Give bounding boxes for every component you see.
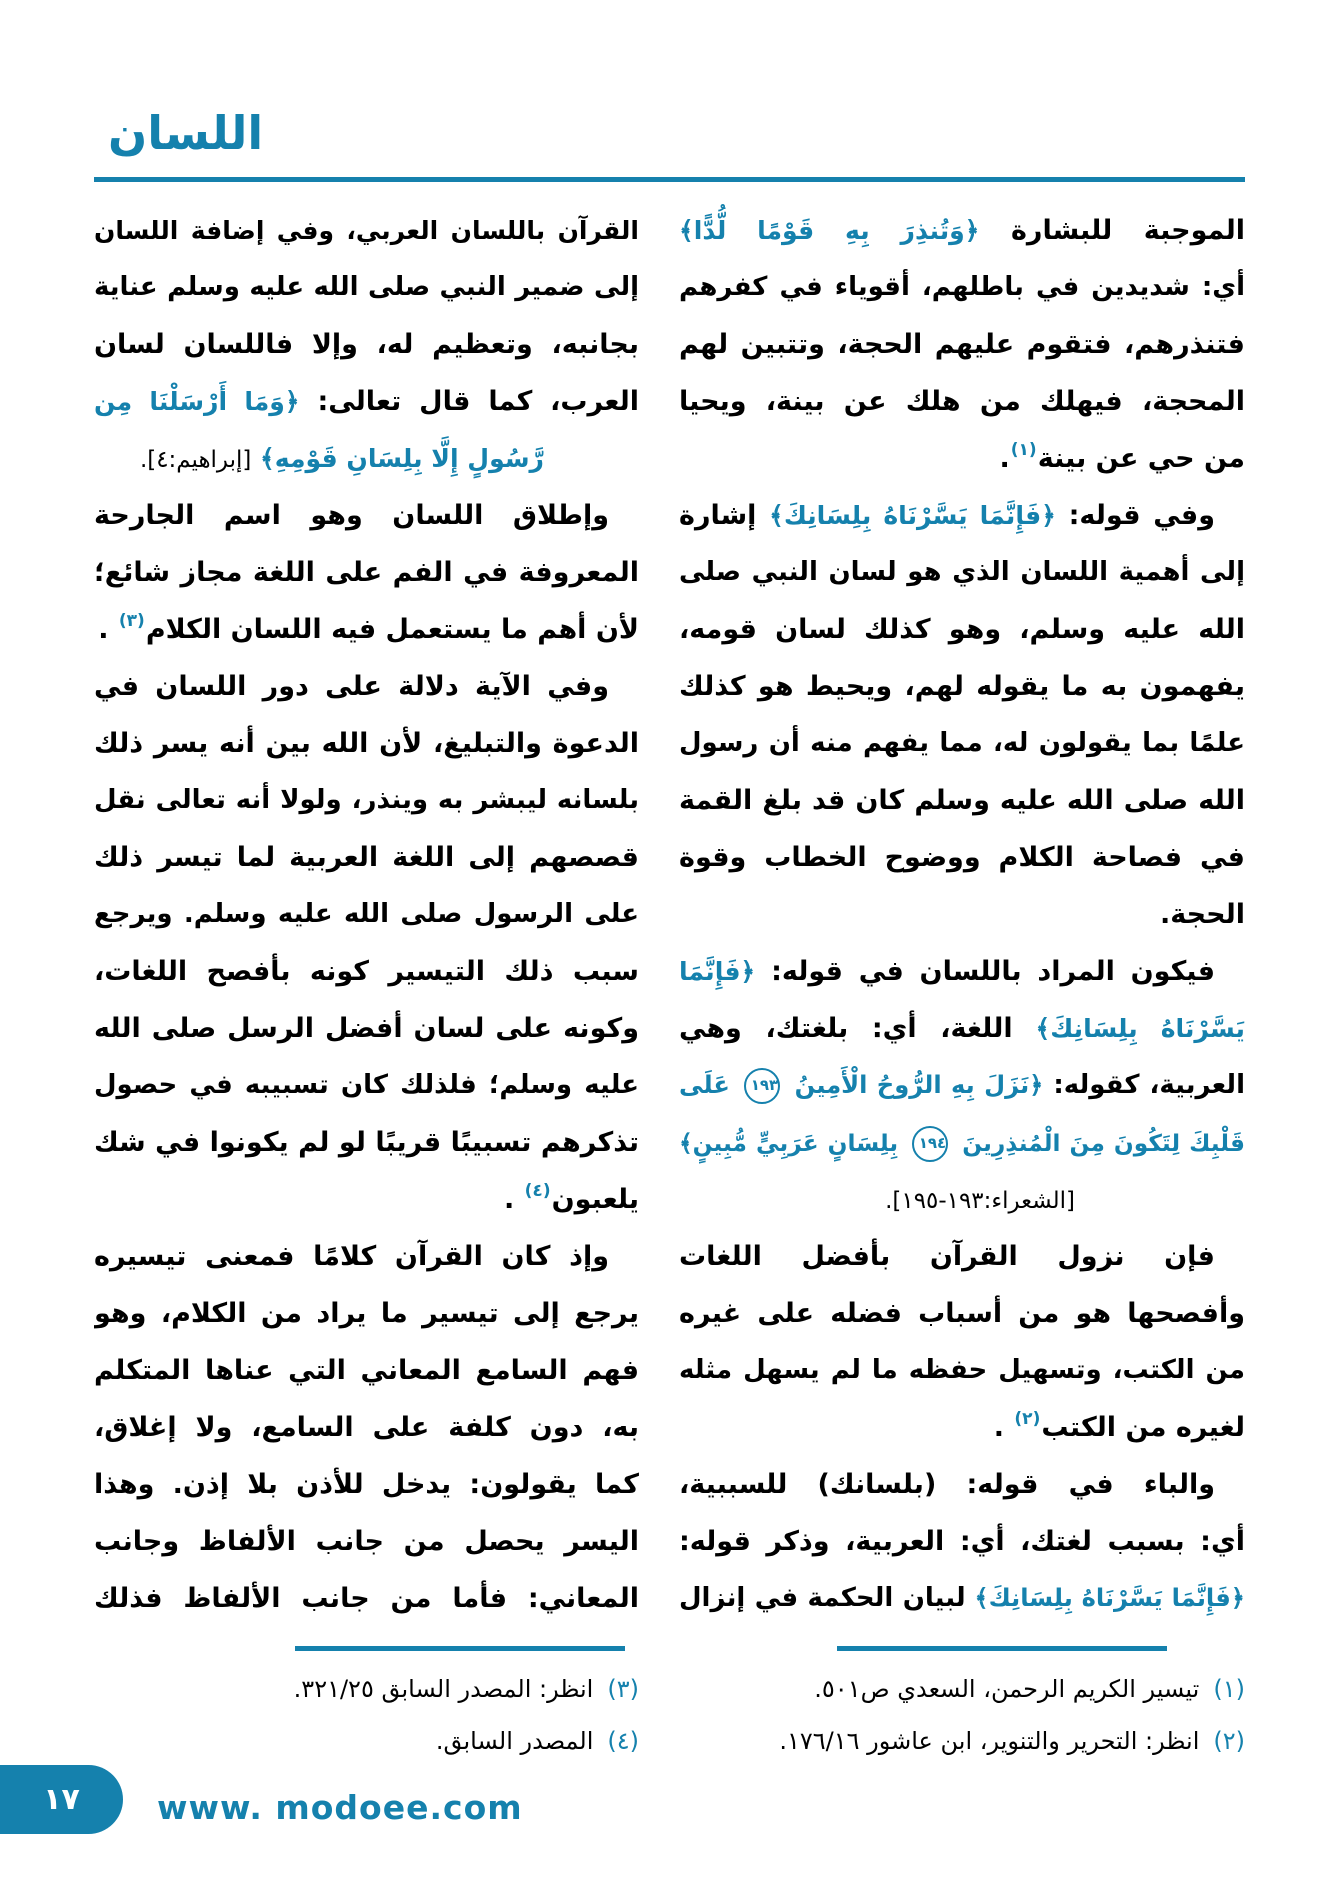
text-line xyxy=(94,1570,639,1627)
text-line xyxy=(679,259,1245,316)
text-line xyxy=(679,1285,1245,1342)
text-line xyxy=(679,1171,1245,1228)
body-text: الله صلى الله عليه وسلم كان قد بلغ القمة xyxy=(679,785,1245,816)
website-link[interactable]: www. modoee.com xyxy=(157,1788,523,1827)
text-line xyxy=(94,430,639,487)
footnote xyxy=(679,1663,1245,1715)
quran-verse: رَّسُولٍ إِلَّا بِلِسَانِ قَوْمِهِ﴾ xyxy=(251,444,544,473)
title-underline xyxy=(94,177,1245,182)
text-line xyxy=(679,1000,1245,1057)
body-text: فإن نزول القرآن بأفضل اللغات xyxy=(679,1241,1215,1272)
verse-source: [الشعراء:١٩٣-١٩٥]. xyxy=(885,1188,1075,1214)
quran-verse: ﴿وَمَا أَرْسَلْنَا مِن xyxy=(94,387,300,416)
footnote-ref: (١) xyxy=(1010,440,1037,460)
text-line xyxy=(94,487,639,544)
text-line xyxy=(679,373,1245,430)
body-text: من حي عن بينة xyxy=(1037,443,1245,474)
body-text: فيكون المراد باللسان في قوله: xyxy=(755,956,1215,987)
text-line xyxy=(94,1171,639,1228)
body-text: العربية، كقوله: xyxy=(1043,1070,1245,1100)
body-text: يلعبون xyxy=(551,1184,639,1215)
body-text: والباء في قوله: (بلسانك) للسببية، xyxy=(679,1469,1215,1500)
page-number-badge xyxy=(0,1765,123,1834)
body-text: إلى ضمير النبي صلى الله عليه وسلم عناية xyxy=(94,272,639,302)
quran-verse: ﴿وَتُنذِرَ بِهِ قَوْمًا لُّدًّا﴾ xyxy=(679,216,980,245)
text-line xyxy=(679,1456,1245,1513)
body-text: اللغة، أي: بلغتك، وهي xyxy=(679,1013,1013,1044)
text-line xyxy=(679,1228,1245,1285)
text-line xyxy=(94,1114,639,1171)
body-text: يرجع إلى تيسير ما يراد من الكلام، وهو xyxy=(94,1298,639,1329)
text-line xyxy=(679,829,1245,886)
body-text: وكونه على لسان أفضل الرسل صلى الله xyxy=(94,1013,639,1044)
body-text: وإطلاق اللسان وهو اسم الجارحة xyxy=(94,500,609,531)
body-text: المعروفة في الفم على اللغة مجاز شائع؛ xyxy=(94,557,639,588)
body-text: تذكرهم تسبيبًا قريبًا لو لم يكونوا في شك xyxy=(94,1127,639,1158)
quran-verse: ﴿فَإِنَّمَا يَسَّرْنَاهُ بِلِسَانِكَ﴾ xyxy=(965,1584,1245,1612)
text-line xyxy=(94,1513,639,1570)
footnote xyxy=(94,1715,639,1767)
body-text: الله عليه وسلم، وهو كذلك لسان قومه، xyxy=(679,614,1245,645)
body-text: به، دون كلفة على السامع، ولا إغلاق، xyxy=(94,1412,639,1443)
text-columns xyxy=(94,202,1245,1627)
body-text: لغيره من الكتب xyxy=(1041,1412,1245,1443)
body-text: العرب، كما قال تعالى: xyxy=(299,386,639,417)
footnote xyxy=(679,1715,1245,1767)
text-line xyxy=(679,943,1245,1000)
text-line xyxy=(94,1228,639,1285)
body-text: إشارة xyxy=(679,500,770,531)
body-text: الدعوة والتبليغ، لأن الله بين أنه يسر ذلك xyxy=(94,728,639,759)
body-text: في فصاحة الكلام ووضوح الخطاب وقوة xyxy=(679,842,1245,873)
footnote-text: تيسير الكريم الرحمن، السعدي ص٥٠١. xyxy=(814,1675,1200,1703)
body-text: لبيان الحكمة في إنزال xyxy=(679,1583,966,1613)
text-line xyxy=(679,1513,1245,1570)
body-text: القرآن باللسان العربي، وفي إضافة اللسان xyxy=(94,216,639,245)
body-text: وإذ كان القرآن كلامًا فمعنى تيسيره xyxy=(94,1241,609,1272)
footnote-number: (٤) xyxy=(607,1727,639,1755)
body-text: لأن أهم ما يستعمل فيه اللسان الكلام xyxy=(145,614,639,645)
body-text: المعاني: فأما من جانب الألفاظ فذلك xyxy=(94,1583,639,1614)
quran-verse: بِلِسَانٍ عَرَبِيٍّ مُّبِينٍ﴾ xyxy=(679,1130,908,1157)
text-line xyxy=(679,1057,1245,1114)
body-text: أي: شديدين في باطلهم، أقوياء في كفرهم xyxy=(679,272,1245,302)
text-line xyxy=(679,772,1245,829)
quran-verse: ﴿فَإِنَّمَا xyxy=(679,957,756,986)
footnote-separator xyxy=(295,1646,625,1651)
body-text: اليسر يحصل من جانب الألفاظ وجانب xyxy=(94,1526,639,1557)
quran-verse: عَلَى xyxy=(679,1071,740,1099)
footnote-ref: (٤) xyxy=(524,1181,551,1201)
footnote-ref: (٣) xyxy=(118,611,145,631)
footnote-text: انظر: التحرير والتنوير، ابن عاشور ١٧٦/١٦. xyxy=(779,1727,1200,1755)
body-text: . xyxy=(503,1184,524,1215)
footnote-number: (٢) xyxy=(1213,1727,1245,1755)
text-line xyxy=(94,1399,639,1456)
body-text: علمًا بما يقولون له، مما يفهم منه أن رسول xyxy=(679,728,1245,758)
footnote xyxy=(94,1663,639,1715)
body-text: . xyxy=(999,443,1010,474)
text-line xyxy=(679,1399,1245,1456)
footnote-number: (١) xyxy=(1213,1675,1245,1703)
ayah-number: ١٩٣ xyxy=(744,1068,780,1104)
body-text: الموجبة للبشارة xyxy=(979,215,1245,246)
text-line xyxy=(94,886,639,943)
body-text: فتنذرهم، فتقوم عليهم الحجة، وتتبين لهم xyxy=(679,329,1245,360)
body-text: الحجة. xyxy=(1160,899,1245,930)
footnote-text: المصدر السابق. xyxy=(435,1727,594,1755)
text-line xyxy=(679,601,1245,658)
body-text: سبب ذلك التيسير كونه بأفصح اللغات، xyxy=(94,956,639,987)
text-line xyxy=(94,1456,639,1513)
quran-verse: قَلْبِكَ لِتَكُونَ مِنَ الْمُنذِرِينَ xyxy=(953,1130,1245,1157)
footnotes-section xyxy=(94,1646,1245,1767)
body-text: من الكتب، وتسهيل حفظه ما لم يسهل مثله xyxy=(679,1355,1245,1385)
chapter-title: اللسان xyxy=(108,106,264,160)
text-line xyxy=(94,1342,639,1399)
footnotes-column-right xyxy=(679,1646,1245,1767)
text-line xyxy=(679,544,1245,601)
text-line xyxy=(679,202,1245,259)
footnote-number: (٣) xyxy=(607,1675,639,1703)
column-left xyxy=(94,202,639,1627)
ayah-number: ١٩٤ xyxy=(912,1126,948,1162)
text-line xyxy=(94,259,639,316)
text-line xyxy=(94,202,639,259)
text-line xyxy=(94,373,639,430)
text-line xyxy=(679,658,1245,715)
text-line xyxy=(679,715,1245,772)
page-number: ١٧ xyxy=(43,1782,80,1817)
body-text: عليه وسلم؛ فلذلك كان تسبيبه في حصول xyxy=(94,1070,639,1100)
verse-source: [إبراهيم:٤]. xyxy=(139,447,252,473)
body-text: وفي الآية دلالة على دور اللسان في xyxy=(94,671,609,702)
body-text: بلسانه ليبشر به وينذر، ولولا أنه تعالى نقل xyxy=(94,785,639,815)
text-line xyxy=(679,1114,1245,1171)
body-text: وأفصحها هو من أسباب فضله على غيره xyxy=(679,1298,1245,1329)
text-line xyxy=(94,601,639,658)
body-text: بجانبه، وتعظيم له، وإلا فاللسان لسان xyxy=(94,329,639,360)
body-text: أي: بسبب لغتك، أي: العربية، وذكر قوله: xyxy=(679,1526,1245,1557)
text-line xyxy=(679,430,1245,487)
footnote-separator xyxy=(837,1646,1167,1651)
text-line xyxy=(94,658,639,715)
body-text: على الرسول صلى الله عليه وسلم. ويرجع xyxy=(94,899,639,929)
text-line xyxy=(94,1000,639,1057)
body-text: إلى أهمية اللسان الذي هو لسان النبي صلى xyxy=(679,557,1245,587)
quran-verse: ﴿نَزَلَ بِهِ الرُّوحُ الْأَمِينُ xyxy=(785,1071,1044,1099)
footnote-ref: (٢) xyxy=(1014,1409,1041,1429)
text-line xyxy=(94,772,639,829)
footnotes-column-left xyxy=(94,1646,639,1767)
text-line xyxy=(94,943,639,1000)
text-line xyxy=(679,316,1245,373)
text-line xyxy=(94,544,639,601)
text-line xyxy=(94,1057,639,1114)
text-line xyxy=(94,316,639,373)
body-text: فهم السامع المعاني التي عناها المتكلم xyxy=(94,1355,639,1386)
quran-verse: ﴿فَإِنَّمَا يَسَّرْنَاهُ بِلِسَانِكَ﴾ xyxy=(769,501,1056,530)
text-line xyxy=(679,1570,1245,1627)
body-text: وفي قوله: xyxy=(1055,500,1215,531)
body-text: يفهمون به ما يقوله لهم، ويحيط هو كذلك xyxy=(679,671,1245,702)
text-line xyxy=(94,715,639,772)
footnote-text: انظر: المصدر السابق ٣٢١/٢٥. xyxy=(293,1675,594,1703)
text-line xyxy=(679,886,1245,943)
text-line xyxy=(679,1342,1245,1399)
body-text: . xyxy=(993,1412,1014,1443)
body-text: المحجة، فيهلك من هلك عن بينة، ويحيا xyxy=(679,386,1245,417)
column-right xyxy=(679,202,1245,1627)
quran-verse: يَسَّرْنَاهُ بِلِسَانِكَ﴾ xyxy=(1012,1014,1245,1043)
text-line xyxy=(94,829,639,886)
text-line xyxy=(679,487,1245,544)
body-text: قصصهم إلى اللغة العربية لما تيسر ذلك xyxy=(94,842,639,873)
body-text: . xyxy=(98,614,118,645)
body-text: كما يقولون: يدخل للأذن بلا إذن. وهذا xyxy=(94,1469,639,1500)
text-line xyxy=(94,1285,639,1342)
